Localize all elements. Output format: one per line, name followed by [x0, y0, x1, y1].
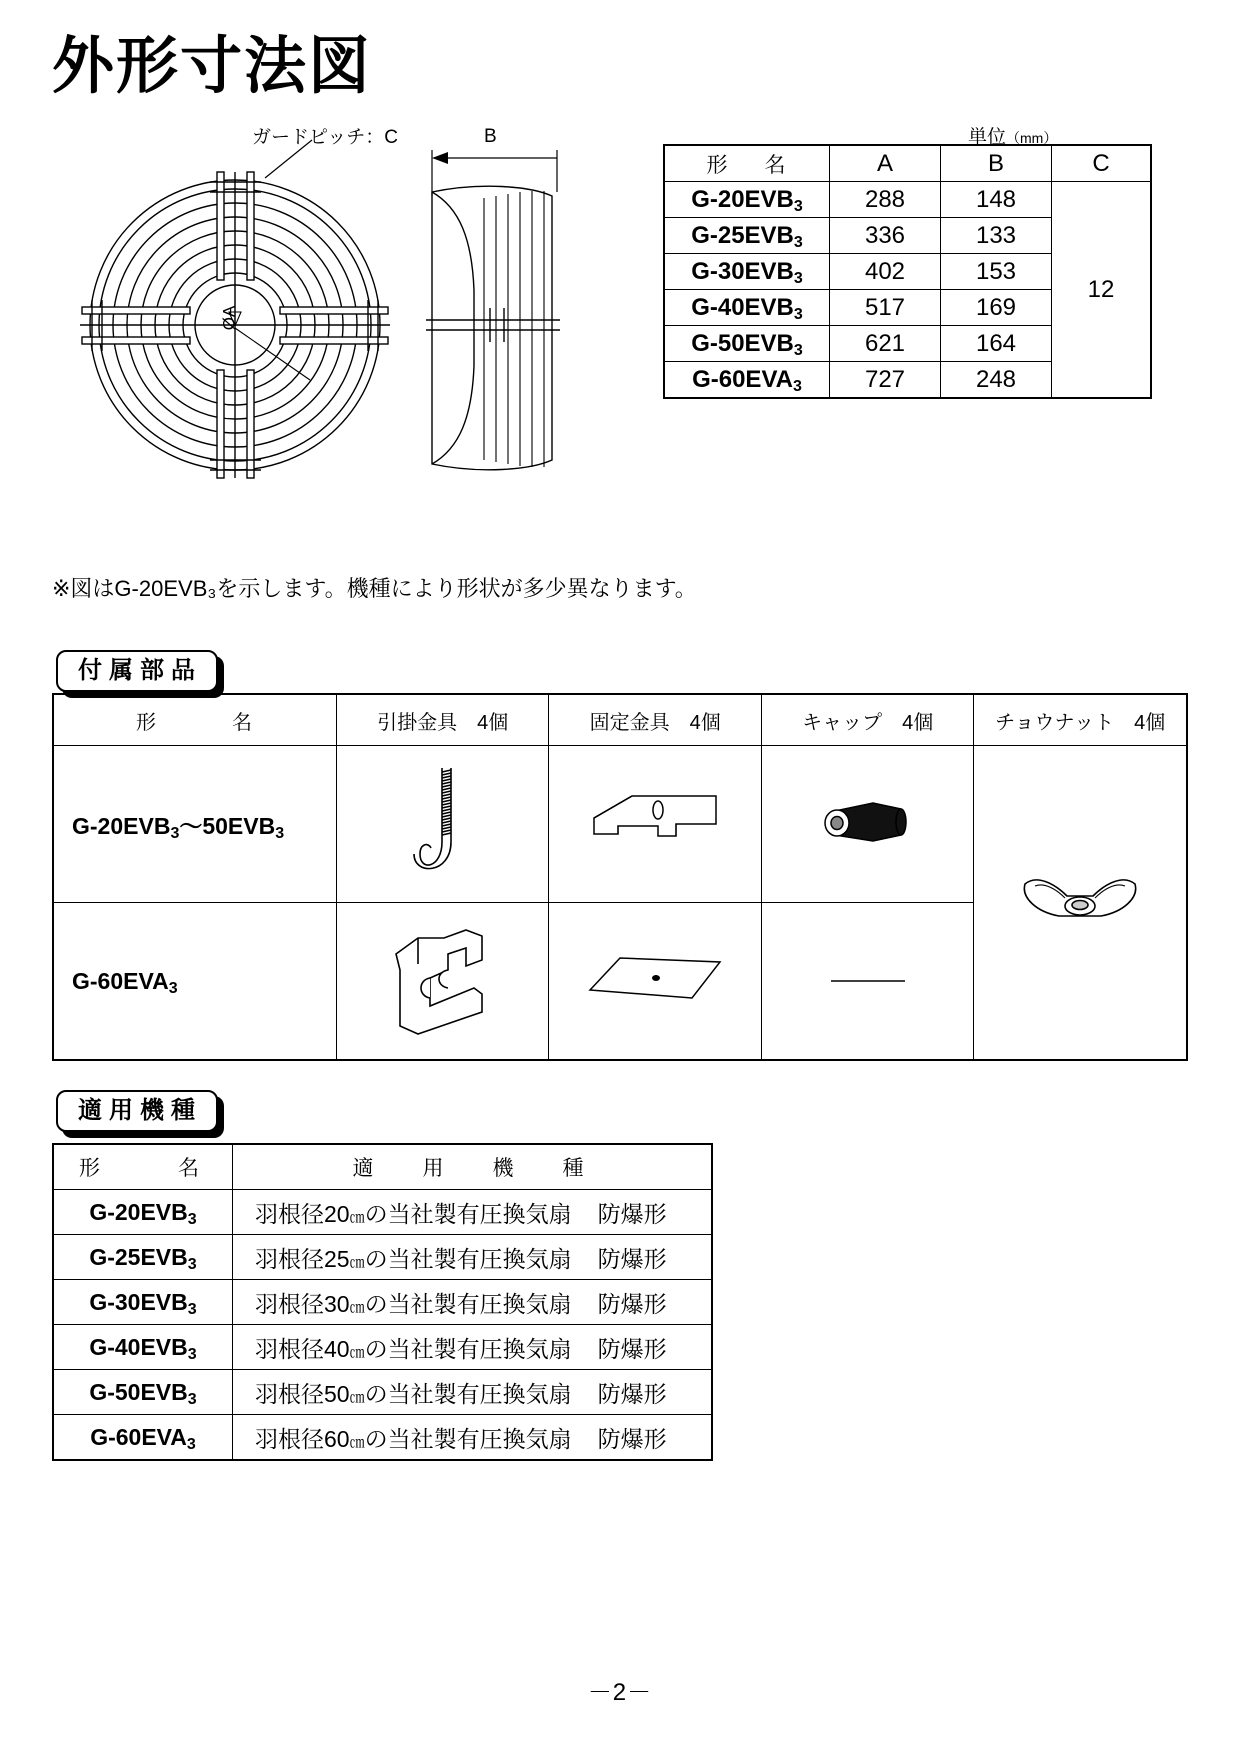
- accessory-parts-table: [52, 693, 1188, 1061]
- applicable-cell-model: G-20EVB3: [53, 1190, 233, 1235]
- applicable-table-header-row: [53, 1144, 712, 1190]
- guard-pitch-label: ガードピッチ：C: [252, 127, 398, 148]
- dim-cell-b: 164: [941, 326, 1052, 362]
- applicable-table-row: [53, 1280, 712, 1325]
- applicable-table-row: [53, 1235, 712, 1280]
- dimension-table-row: [664, 182, 1151, 218]
- applicable-cell-desc: 羽根径30㎝の当社製有圧換気扇 防爆形: [233, 1280, 713, 1325]
- dim-header-b: B: [941, 145, 1052, 182]
- unit-label-text: 単位: [968, 127, 1007, 148]
- parts-header-model: 形 名: [53, 694, 337, 746]
- applicable-table-row: [53, 1415, 712, 1461]
- dim-header-model: 形 名: [664, 145, 830, 182]
- parts-cell-bracket: [549, 746, 761, 903]
- page-number: －2－: [587, 1679, 653, 1706]
- unit-label-mm: （mm）: [1006, 130, 1058, 146]
- parts-header-bracket: 固定金具 4個: [549, 694, 761, 746]
- dim-cell-model: G-50EVB3: [664, 326, 830, 362]
- dim-cell-a: 336: [830, 218, 941, 254]
- guard-drawing-svg: [60, 130, 640, 510]
- parts-cell-bracket: [549, 903, 761, 1061]
- dim-cell-b: 153: [941, 254, 1052, 290]
- parts-header-hook: 引掛金具 4個: [337, 694, 549, 746]
- section-tag-applicable: 適用機種: [56, 1090, 218, 1132]
- dim-cell-c: 12: [1052, 182, 1152, 399]
- section-tag-parts: 付属部品: [56, 650, 218, 692]
- applicable-cell-model: G-60EVA3: [53, 1415, 233, 1461]
- applicable-cell-desc: 羽根径60㎝の当社製有圧換気扇 防爆形: [233, 1415, 713, 1461]
- page-title: 外形寸法図: [52, 32, 373, 101]
- flat-plate-icon: [580, 946, 730, 1016]
- dim-cell-a: 517: [830, 290, 941, 326]
- parts-table-header-row: [53, 694, 1187, 746]
- hook-long-icon: [398, 764, 488, 884]
- dim-cell-a: 621: [830, 326, 941, 362]
- dimension-b-label: B: [484, 126, 497, 147]
- applicable-models-table: [52, 1143, 713, 1461]
- dim-cell-model: G-60EVA3: [664, 362, 830, 399]
- dim-cell-model: G-20EVB3: [664, 182, 830, 218]
- dim-cell-model: G-30EVB3: [664, 254, 830, 290]
- parts-cell-hook: [337, 746, 549, 903]
- applicable-cell-model: G-25EVB3: [53, 1235, 233, 1280]
- applicable-table-row: [53, 1325, 712, 1370]
- dim-cell-model: G-25EVB3: [664, 218, 830, 254]
- dim-cell-b: 133: [941, 218, 1052, 254]
- applicable-cell-model: G-50EVB3: [53, 1370, 233, 1415]
- dimension-table: [663, 144, 1152, 399]
- parts-cell-hook: [337, 903, 549, 1061]
- dimension-a-label: ØA: [219, 305, 239, 331]
- parts-header-wingnut: チョウナット 4個: [974, 694, 1187, 746]
- parts-header-cap: キャップ 4個: [761, 694, 973, 746]
- parts-row-model: G-60EVA3: [53, 903, 337, 1061]
- parts-table-row: [53, 746, 1187, 903]
- applicable-cell-desc: 羽根径50㎝の当社製有圧換気扇 防爆形: [233, 1370, 713, 1415]
- guard-drawing: [60, 126, 640, 510]
- drawing-note: ※図はG-20EVB₃を示します。機種により形状が多少異なります。: [52, 576, 697, 601]
- applicable-header-desc: 適 用 機 種: [233, 1144, 713, 1190]
- parts-cell-cap: [761, 903, 973, 1061]
- dim-cell-a: 402: [830, 254, 941, 290]
- applicable-header-model: 形 名: [53, 1144, 233, 1190]
- parts-row-model: G-20EVB3～50EVB3: [53, 746, 337, 903]
- dim-cell-a: 727: [830, 362, 941, 399]
- hook-clip-icon: [378, 926, 508, 1036]
- applicable-cell-model: G-40EVB3: [53, 1325, 233, 1370]
- applicable-cell-desc: 羽根径40㎝の当社製有圧換気扇 防爆形: [233, 1325, 713, 1370]
- applicable-cell-model: G-30EVB3: [53, 1280, 233, 1325]
- dash-icon: [823, 971, 913, 991]
- parts-cell-wingnut: [974, 746, 1187, 1061]
- dim-cell-a: 288: [830, 182, 941, 218]
- dim-header-a: A: [830, 145, 941, 182]
- parts-cell-cap: [761, 746, 973, 903]
- dim-cell-b: 248: [941, 362, 1052, 399]
- applicable-table-row: [53, 1370, 712, 1415]
- cap-icon: [813, 789, 923, 859]
- applicable-table-row: [53, 1190, 712, 1235]
- dim-cell-b: 148: [941, 182, 1052, 218]
- applicable-cell-desc: 羽根径25㎝の当社製有圧換気扇 防爆形: [233, 1235, 713, 1280]
- dimension-table-header-row: [664, 145, 1151, 182]
- dim-cell-b: 169: [941, 290, 1052, 326]
- dim-header-c: C: [1052, 145, 1152, 182]
- dim-cell-model: G-40EVB3: [664, 290, 830, 326]
- applicable-cell-desc: 羽根径20㎝の当社製有圧換気扇 防爆形: [233, 1190, 713, 1235]
- wing-nut-icon: [1015, 868, 1145, 938]
- bracket-plate-icon: [580, 784, 730, 864]
